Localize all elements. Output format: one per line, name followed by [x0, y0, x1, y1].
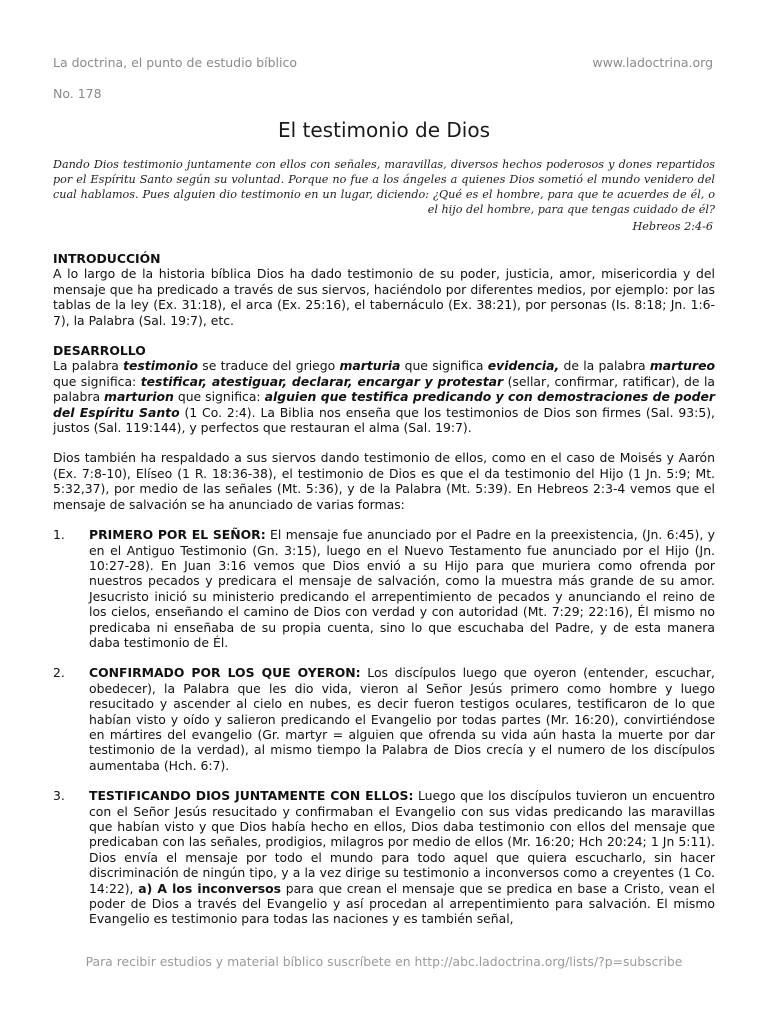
list-number: 3. [53, 788, 65, 804]
desarrollo-paragraph-2: Dios también ha respaldado a sus siervos dando testimonio de ellos, como en el caso de Moisés y Aarón (Ex. 7:8-10), Elíseo (1 R. 18:36-38), el testimonio de Dios es que el da testimonio del Hijo (1 Jn. 5:9; Mt. 5:32,37), por medio de las señales (Mt. 5:36), y de la Palabra (Mt. 5:39). En Hebreos 2:3-4 vemos que el mensaje de salvación se ha anunciado de varias formas: [53, 450, 715, 512]
desarrollo-paragraph-1: La palabra testimonio se traduce del griego marturia que significa evidencia, de la palabra martureo que significa: testificar, atestiguar, declarar, encargar y protestar (sellar, confirmar, ratificar), de la palabra marturion que significa: alguien que testifica predicando y con demostraciones de poder del Espíritu Santo (1 Co. 2:4). La Biblia nos enseña que los testimonios de Dios son firmes (Sal. 93:5), justos (Sal. 119:144), y perfectos que restauran el alma (Sal. 19:7). [53, 358, 716, 436]
list-subheading: a) A los inconversos [138, 880, 281, 896]
document-title: El testimonio de Dios [277, 118, 491, 142]
subscribe-footer[interactable]: Para recibir estudios y material bíblico suscríbete en http://abc.ladoctrina.org/lists/?p=subscribe [85, 954, 683, 969]
epigraph-reference: Hebreos 2:4-6 [632, 220, 713, 233]
intro-paragraph: A lo largo de la historia bíblica Dios ha dado testimonio de su poder, justicia, amor, misericordia y del mensaje que ha predicado a través de sus siervos, haciéndolo por diferentes medios, por ejemplo: por las tablas de la ley (Ex. 31:18), el arca (Ex. 25:16), el tabernáculo (Ex. 38:21), por personas (Is. 8:18; Jn. 1:6-7), la Palabra (Sal. 19:7), etc. [53, 266, 715, 328]
desarrollo-heading: DESARROLLO [53, 343, 146, 359]
site-url[interactable]: www.ladoctrina.org [592, 55, 713, 70]
list-number: 2. [53, 665, 65, 681]
document-body [53, 251, 715, 927]
intro-heading: INTRODUCCIÓN [53, 251, 161, 266]
list-item-1: 1. PRIMERO POR EL SEÑOR: El mensaje fue anunciado por el Padre en la preexistencia, (Jn. 6:45), y en el Antiguo Testimonio (Gn. 3:15), luego en el Nuevo Testamento fue anunciado por el Hijo (Jn. 10:27-28). En Juan 3:16 vemos que Dios envió a su Hijo para que muriera como ofrenda por nuestros pecados y predicara el mensaje de salvación, como la muestra más grande de su amor. Jesucristo inició su ministerio predicando el arrepentimiento de pecados y anunciando el reino de los cielos, enseñando el camino de Dios con verdad y con autoridad (Mt. 7:29; 22:16), Él mismo no predicaba ni enseñaba de su propia cuenta, sino lo que escuchaba del Padre, y de esta manera daba testimonio de Él. [53, 527, 715, 650]
list-item-3: 3. TESTIFICANDO DIOS JUNTAMENTE CON ELLOS: Luego que los discípulos tuvieron un encuentro con el Señor Jesús resucitado y confirmaban el Evangelio con sus vidas predicando las maravillas que habían visto y que Dios había hecho en ellos, Dios daba testimonio con ellos del mensaje que predicaban con las señales, prodigios, milagros por medio de ellos (Mr. 16:20; Hch 20:24; 1 Jn 5:11). Dios envía el mensaje por todo el mundo para todo aquel que quiera escucharlo, sin hacer discriminación de ningún tipo, y a la vez dirige su testimonio a inconversos como a creyentes (1 Co. 14:22), a) A los inconversos para que crean el mensaje que se predica en base a Cristo, vean el poder de Dios a través del Evangelio y así procedan al arrepentimiento para salvación. El mismo Evangelio es testimonio para todas las naciones y es también señal, [53, 788, 715, 927]
epigraph-text: Dando Dios testimonio juntamente con ellos con señales, maravillas, diversos hechos poderosos y dones repartidos por el Espíritu Santo según su voluntad. Porque no fue a los ángeles a quienes Dios sometió el mundo venidero del cual hablamos. Pues alguien dio testimonio en un lugar, diciendo: ¿Qué es el hombre, para que te acuerdes de él, o el hijo del hombre, para que tengas cuidado de él? [53, 158, 715, 216]
issue-number: No. 178 [53, 86, 102, 101]
list-item-title: PRIMERO POR EL SEÑOR: [89, 527, 266, 543]
list-item-title: CONFIRMADO POR LOS QUE OYERON: [89, 665, 361, 681]
list-item-2: 2. CONFIRMADO POR LOS QUE OYERON: Los discípulos luego que oyeron (entender, escuchar, obedecer), la Palabra que les dio vida, vieron al Señor Jesús primero como hombre y luego resucitado y ascender al cielo en nubes, es decir fueron testigos oculares, testificaron de lo que habían visto y oído y salieron predicando el Evangelio por todas partes (Mr. 16:20), convirtiéndose en mártires del evangelio (Gr. martyr = alguien que ofrenda su vida aún hasta la muerte por dar testimonio de la verdad), al mismo tiempo la Palabra de Dios crecía y el numero de los discípulos aumentaba (Hch. 6:7). [53, 665, 715, 773]
list-item-title: TESTIFICANDO DIOS JUNTAMENTE CON ELLOS: [89, 788, 414, 804]
site-tagline: La doctrina, el punto de estudio bíblico [53, 55, 297, 70]
list-number: 1. [53, 527, 65, 543]
